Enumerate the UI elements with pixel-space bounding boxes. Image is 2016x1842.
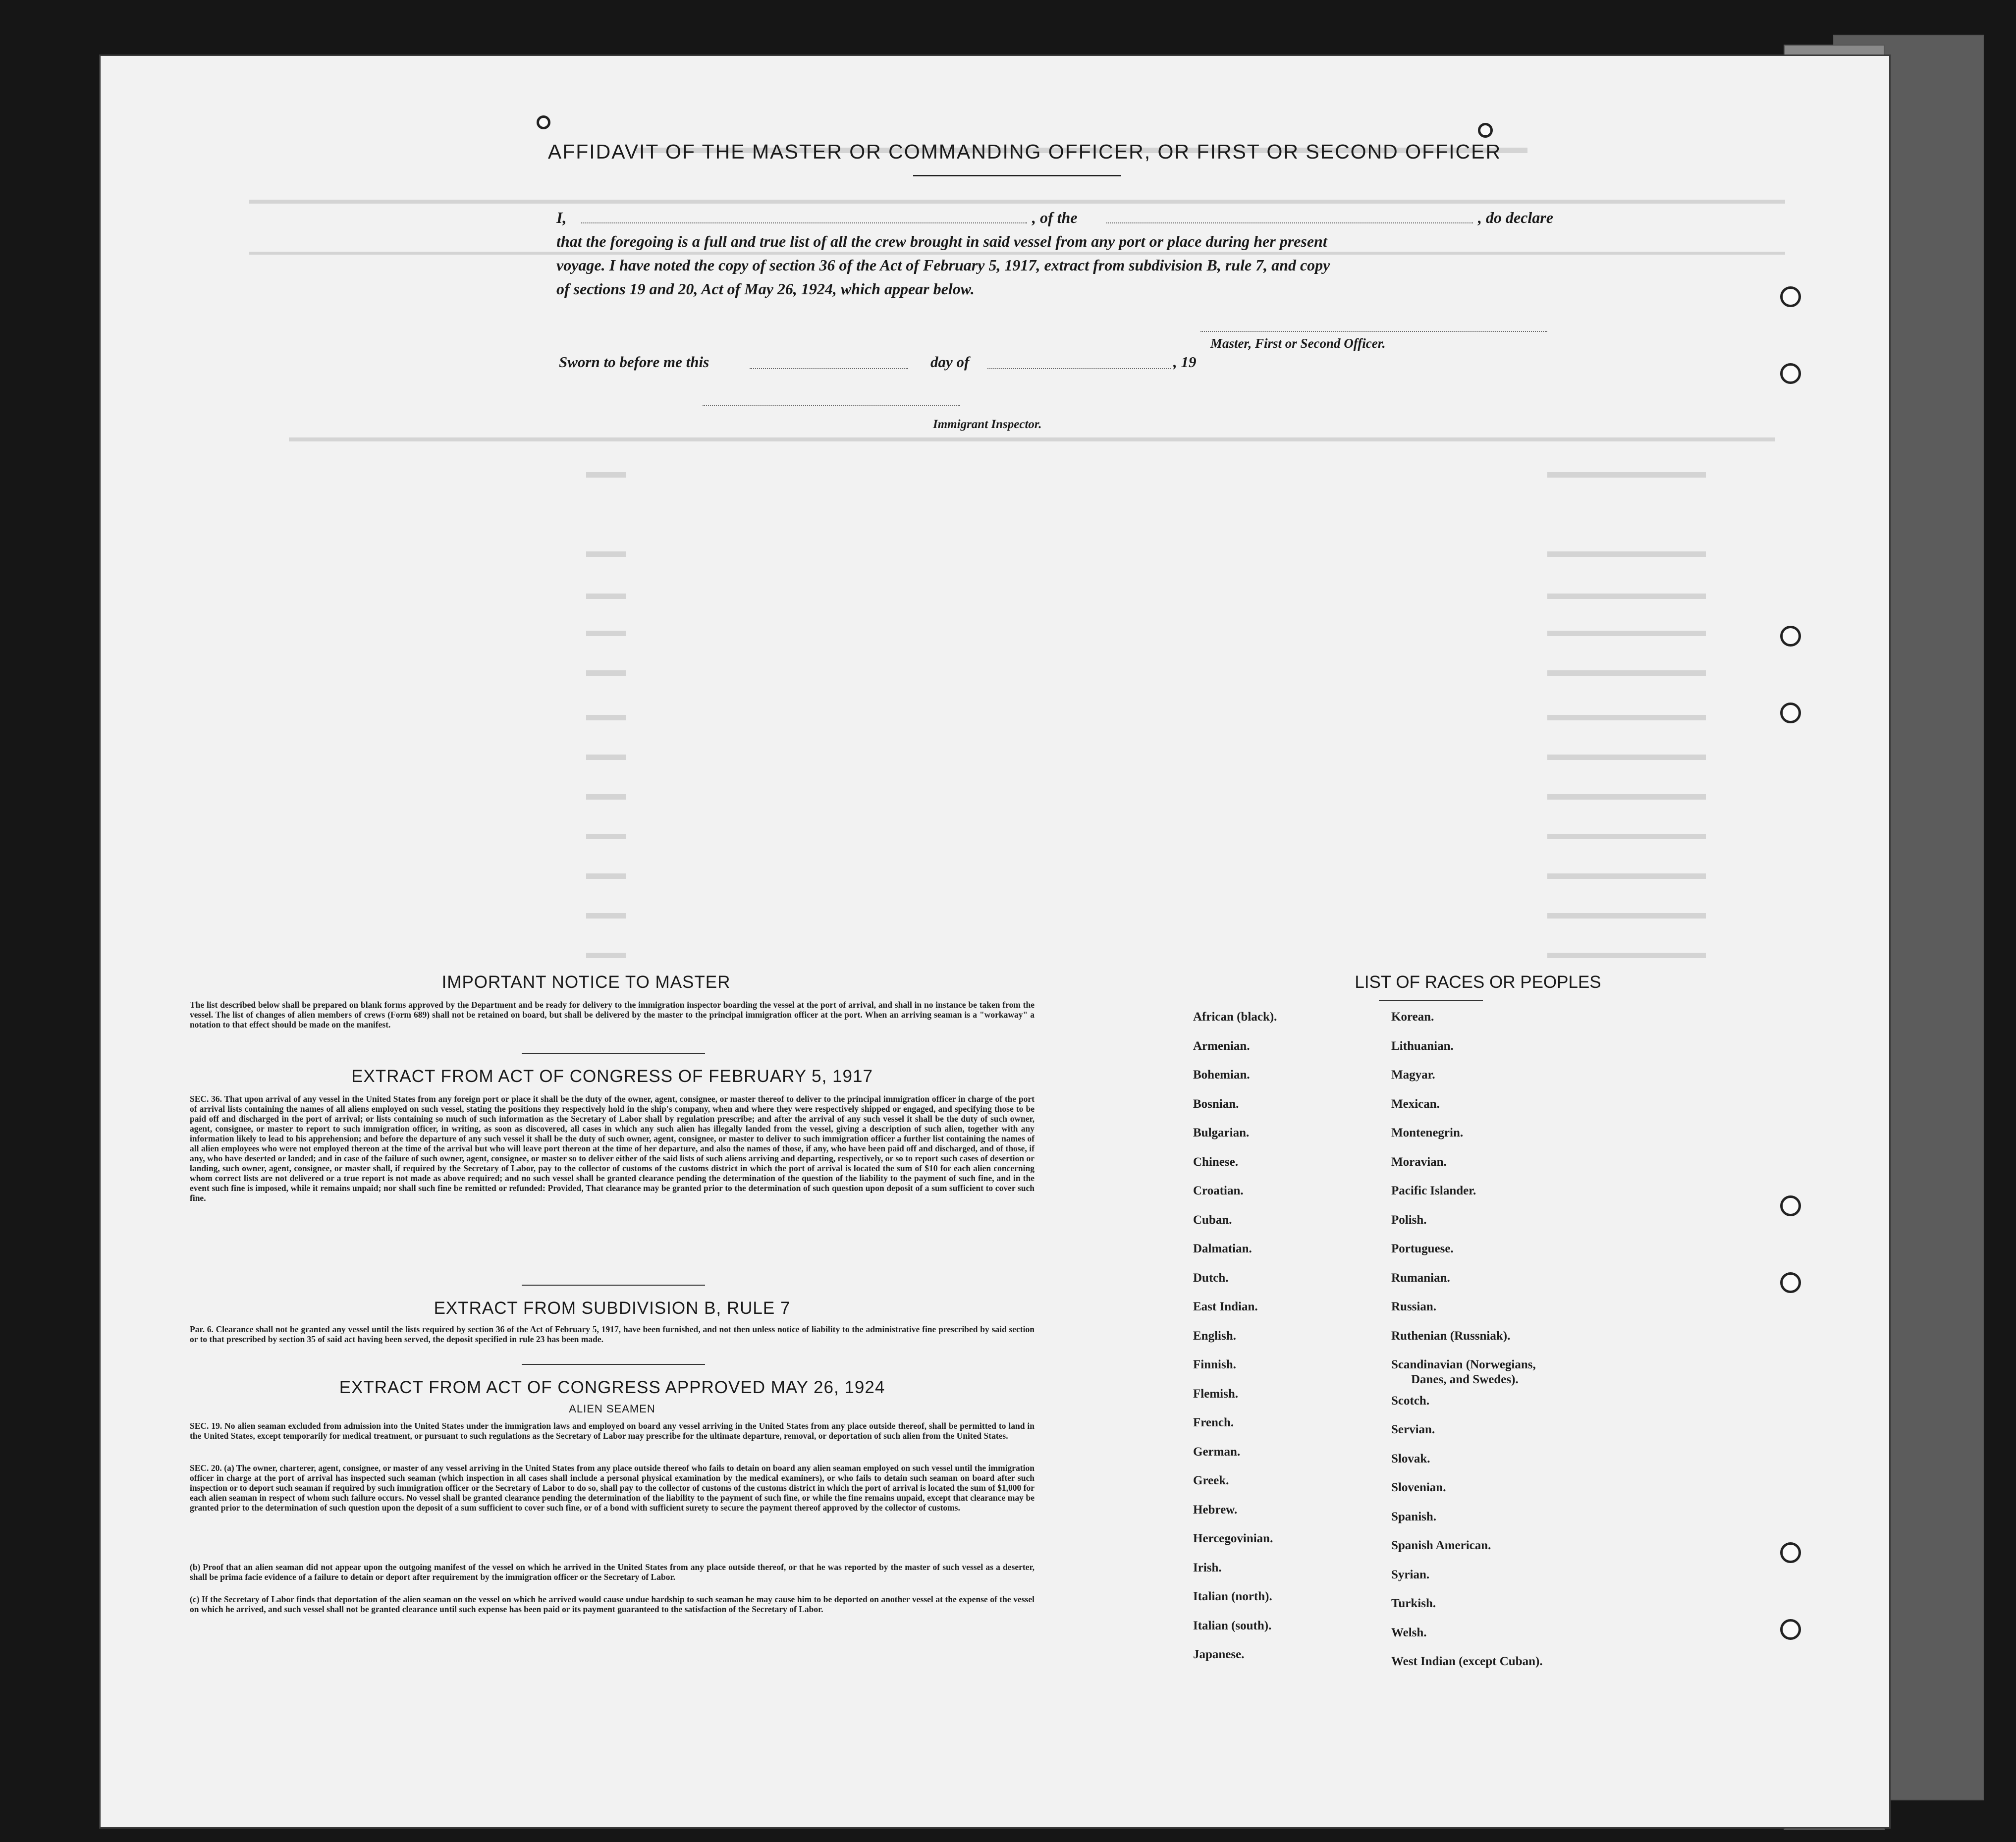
declaration-line-1: [556, 206, 1592, 229]
bleed-through: [249, 200, 1785, 204]
race-item: Finnish.: [1193, 1358, 1236, 1371]
hole-top-right: [1478, 123, 1493, 138]
race-item: Irish.: [1193, 1561, 1222, 1574]
bleed-through: [289, 437, 1775, 441]
affidavit-title: AFFIDAVIT OF THE MASTER OR COMMANDING OFFICER, OR FIRST OR SECOND OFFICER: [547, 140, 1502, 163]
extract-1924-title: EXTRACT FROM ACT OF CONGRESS APPROVED MAY 26, 1924: [339, 1378, 885, 1397]
race-item: French.: [1193, 1416, 1234, 1429]
hole-right-7: [1780, 1542, 1801, 1563]
bleed-through: [1547, 755, 1706, 760]
race-item: Spanish.: [1391, 1510, 1437, 1523]
sec-19-text: SEC. 19. No alien seaman excluded from admission into the United States under the immigration laws and employed on board any vessel arriving in the United States from any place outside thereof, shall be permitted to land in the United States, except temporarily for medical treatment, or pursuant to such regulations as the Secretary of Labor may prescribe for the ultimate departure, removal, or deportation of such alien from the United States.: [190, 1421, 1035, 1441]
race-item: Slovak.: [1391, 1452, 1430, 1465]
race-item: Dalmatian.: [1193, 1242, 1252, 1255]
race-item: Magyar.: [1391, 1068, 1435, 1082]
hole-right-1: [1780, 286, 1801, 307]
divider: [522, 1364, 705, 1365]
bleed-through: [586, 594, 626, 599]
vessel-blank: [1106, 222, 1473, 223]
race-item: Italian (south).: [1193, 1619, 1272, 1632]
bleed-through: [586, 794, 626, 800]
race-item: Syrian.: [1391, 1568, 1430, 1581]
race-item: Mexican.: [1391, 1097, 1440, 1111]
declaration-line-2: that the foregoing is a full and true list of all the crew brought in said vessel from any port or place during her present: [556, 232, 1327, 250]
sworn-day-of: day of: [930, 353, 970, 371]
divider: [1379, 1000, 1483, 1001]
race-item: Welsh.: [1391, 1625, 1427, 1639]
race-item: Servian.: [1391, 1423, 1435, 1436]
hole-top-left: [537, 115, 550, 129]
race-item: African (black).: [1193, 1010, 1277, 1024]
sworn-prefix: Sworn to before me this: [559, 353, 709, 371]
race-item: Moravian.: [1391, 1155, 1447, 1169]
document-page: [99, 54, 1891, 1829]
race-item: Bohemian.: [1193, 1068, 1250, 1082]
bleed-through: [1547, 873, 1706, 879]
race-item: English.: [1193, 1329, 1236, 1343]
race-item: Pacific Islander.: [1391, 1184, 1476, 1197]
inspector-signature-line: [703, 405, 960, 406]
race-item: Dutch.: [1193, 1271, 1229, 1285]
race-item: Rumanian.: [1391, 1271, 1450, 1285]
bleed-through: [586, 551, 626, 557]
bleed-through: [1547, 594, 1706, 599]
race-item: Montenegrin.: [1391, 1126, 1464, 1139]
race-item: Flemish.: [1193, 1387, 1238, 1401]
bleed-through: [586, 715, 626, 720]
subdivision-b-text: Par. 6. Clearance shall not be granted any vessel until the lists required by section 36 of the Act of February 5, 1917, have been furnished, and not then unless notice of liability to the administrative fine prescribed by said section or to that prescribed by section 35 of said act having been served, the deposit specified in rule 23 has been made.: [190, 1324, 1035, 1344]
bleed-through: [586, 472, 626, 478]
bleed-through: [1547, 551, 1706, 557]
bleed-through: [1547, 472, 1706, 478]
race-item: Chinese.: [1193, 1155, 1238, 1169]
hole-right-2: [1780, 363, 1801, 384]
bleed-through: [1547, 670, 1706, 676]
race-item: Bosnian.: [1193, 1097, 1239, 1111]
races-title: LIST OF RACES OR PEOPLES: [1355, 973, 1601, 992]
bleed-through: [586, 873, 626, 879]
inspector-caption: Immigrant Inspector.: [933, 418, 1042, 431]
race-item: Russian.: [1391, 1300, 1437, 1313]
sec-20c-text: (c) If the Secretary of Labor finds that deportation of the alien seaman on the vessel on which he arrived would cause undue hardship to such seaman he may cause him to be deported on another vessel at the expense of the vessel on which he arrived, and such vessel shall not be granted clearance until such expense has been paid or its payment guaranteed to the satisfaction of the Secretary of Labor.: [190, 1594, 1035, 1614]
race-item: Polish.: [1391, 1213, 1427, 1227]
race-item: Hebrew.: [1193, 1503, 1238, 1517]
bleed-through: [586, 755, 626, 760]
declaration-i: I,: [556, 209, 567, 226]
race-item: Japanese.: [1193, 1648, 1245, 1661]
race-item: Croatian.: [1193, 1184, 1244, 1197]
race-item: Greek.: [1193, 1474, 1229, 1487]
bleed-through: [1547, 794, 1706, 800]
hole-right-5: [1780, 1195, 1801, 1216]
bleed-through: [1547, 834, 1706, 839]
race-item: West Indian (except Cuban).: [1391, 1655, 1543, 1668]
declaration-line-4: of sections 19 and 20, Act of May 26, 1924, which appear below.: [556, 280, 975, 298]
bleed-through: [1547, 631, 1706, 636]
extract-1917-text: SEC. 36. That upon arrival of any vessel in the United States from any foreign port or place it shall be the duty of the owner, agent, consignee, or master thereof to deliver to the principal immigration officer in charge of the port of arrival lists containing the names of all aliens employed on such vessel, stating the positions they respectively hold in the ship's company, when and where they were respectively shipped or engaged, and specifying those to be paid off and discharged in the port of arrival; or lists containing so much of such information as the Secretary of Labor shall by regulation prescribe; and after the arrival of any such vessel it shall be the duty of such owner, agent, consignee, or master to report to such immigration officer, in writing, as soon as discovered, all cases in which any such alien has illegally landed from the vessel, giving a description of such alien, together with any information likely to lead to his apprehension; and before the departure of any such vessel it shall be the duty of such owner, agent, consignee, or master to deliver to such immigration officer a further list containing the names of all alien employees who were not employed thereon at the time of the arrival but who will leave port thereon at the time of her departure, and also the names of those, if any, who have been paid off and discharged, and of those, if any, who have deserted or landed; and in case of the failure of such owner, agent, consignee, or master so to deliver either of the said lists of such aliens arriving and departing, respectively, or so to report such cases of desertion or landing, such owner, agent, consignee, or master shall, if required by the Secretary of Labor, pay to the collector of customs of the customs district in which the port of arrival is located the sum of $10 for each alien concerning whom correct lists are not delivered or a true report is not made as above required; and no such vessel shall be granted clearance pending the determination of the question of the liability to the payment of such fine, and in the event such fine is imposed, while it remains unpaid; nor shall such fine be remitted or refunded: Provided, That clearance may be granted prior to the determination of such question upon deposit of a sum sufficient to cover such fine.: [190, 1094, 1035, 1203]
hole-right-8: [1780, 1619, 1801, 1640]
title-rule: [913, 175, 1121, 176]
race-item: Hercegovinian.: [1193, 1532, 1273, 1545]
race-item: German.: [1193, 1445, 1241, 1459]
bleed-through: [1547, 913, 1706, 919]
race-item: Armenian.: [1193, 1039, 1250, 1053]
declaration-declare: , do declare: [1478, 209, 1553, 226]
bleed-through: [586, 913, 626, 919]
extract-1917-title: EXTRACT FROM ACT OF CONGRESS OF FEBRUARY 5, 1917: [351, 1067, 873, 1086]
notice-title: IMPORTANT NOTICE TO MASTER: [441, 973, 731, 992]
subdivision-b-title: EXTRACT FROM SUBDIVISION B, RULE 7: [434, 1299, 791, 1318]
bleed-through: [586, 834, 626, 839]
race-item: Danes, and Swedes).: [1411, 1373, 1519, 1386]
bleed-through: [586, 670, 626, 676]
master-signature-line: [1200, 331, 1547, 332]
race-item: Spanish American.: [1391, 1539, 1491, 1552]
sworn-month-blank: [987, 368, 1171, 369]
race-item: Portuguese.: [1391, 1242, 1454, 1255]
race-item: Italian (north).: [1193, 1590, 1272, 1603]
race-item: Cuban.: [1193, 1213, 1232, 1227]
sec-20a-text: SEC. 20. (a) The owner, charterer, agent, consignee, or master of any vessel arriving in the United States from any place outside thereof who fails to detain on board any alien seaman employed on such vessel until the immigration officer in charge at the port of arrival has inspected such seaman (which inspection in all cases shall include a personal physical examination by the medical examiners), or who fails to detain such seaman on board after such inspection or to deport such seaman if required by such immigration officer or the Secretary of Labor to do so, shall pay to the collector of customs of the customs district in which the port of arrival is located the sum of $1,000 for each alien seaman in respect of whom such failure occurs. No vessel shall be granted clearance pending the determination of the liability to the payment of such fine, or while the fine remains unpaid, except that clearance may be granted prior to the determination of such question upon the deposit of a sum sufficient to cover such fine, or of a bond with sufficient surety to secure the payment thereof approved by the collector of customs.: [190, 1463, 1035, 1513]
bleed-through: [1547, 953, 1706, 958]
race-item: Bulgarian.: [1193, 1126, 1250, 1139]
hole-right-4: [1780, 703, 1801, 723]
sworn-year: , 19: [1173, 353, 1197, 371]
name-blank: [581, 222, 1027, 223]
notice-text: The list described below shall be prepared on blank forms approved by the Department and be ready for delivery to the immigration inspector boarding the vessel at the port of arrival, and shall in no instance be taken from the vessel. The list of changes of alien members of crews (Form 689) shall not be retained on board, but shall be delivered by the master to the principal immigration officer at the port. When an arriving seaman is a "workaway" a notation to that effect should be made on the manifest.: [190, 1000, 1035, 1029]
race-item: Scotch.: [1391, 1394, 1430, 1408]
declaration-of-the: , of the: [1032, 209, 1078, 226]
race-item: East Indian.: [1193, 1300, 1258, 1313]
alien-seamen-subtitle: ALIEN SEAMEN: [569, 1403, 655, 1415]
hole-right-6: [1780, 1272, 1801, 1293]
race-item: Scandinavian (Norwegians,: [1391, 1358, 1536, 1371]
divider: [522, 1053, 705, 1054]
hole-right-3: [1780, 626, 1801, 647]
bleed-through: [586, 631, 626, 636]
bleed-through: [586, 953, 626, 958]
race-item: Ruthenian (Russniak).: [1391, 1329, 1511, 1343]
race-item: Turkish.: [1391, 1597, 1436, 1610]
race-item: Slovenian.: [1391, 1481, 1446, 1494]
declaration-line-3: voyage. I have noted the copy of section 36 of the Act of February 5, 1917, extract from subdivision B, rule 7, and copy: [556, 256, 1330, 274]
race-item: Korean.: [1391, 1010, 1434, 1024]
bleed-through: [1547, 715, 1706, 720]
master-caption: Master, First or Second Officer.: [1210, 336, 1386, 351]
sec-20b-text: (b) Proof that an alien seaman did not appear upon the outgoing manifest of the vessel on which he arrived in the United States from any place outside thereof, or that he was reported by the master of such vessel as a deserter, shall be prima facie evidence of a failure to detain or deport after requirement by the immigration officer or the Secretary of Labor.: [190, 1562, 1035, 1582]
divider: [522, 1285, 705, 1286]
race-item: Lithuanian.: [1391, 1039, 1454, 1053]
sworn-day-blank: [750, 368, 908, 369]
